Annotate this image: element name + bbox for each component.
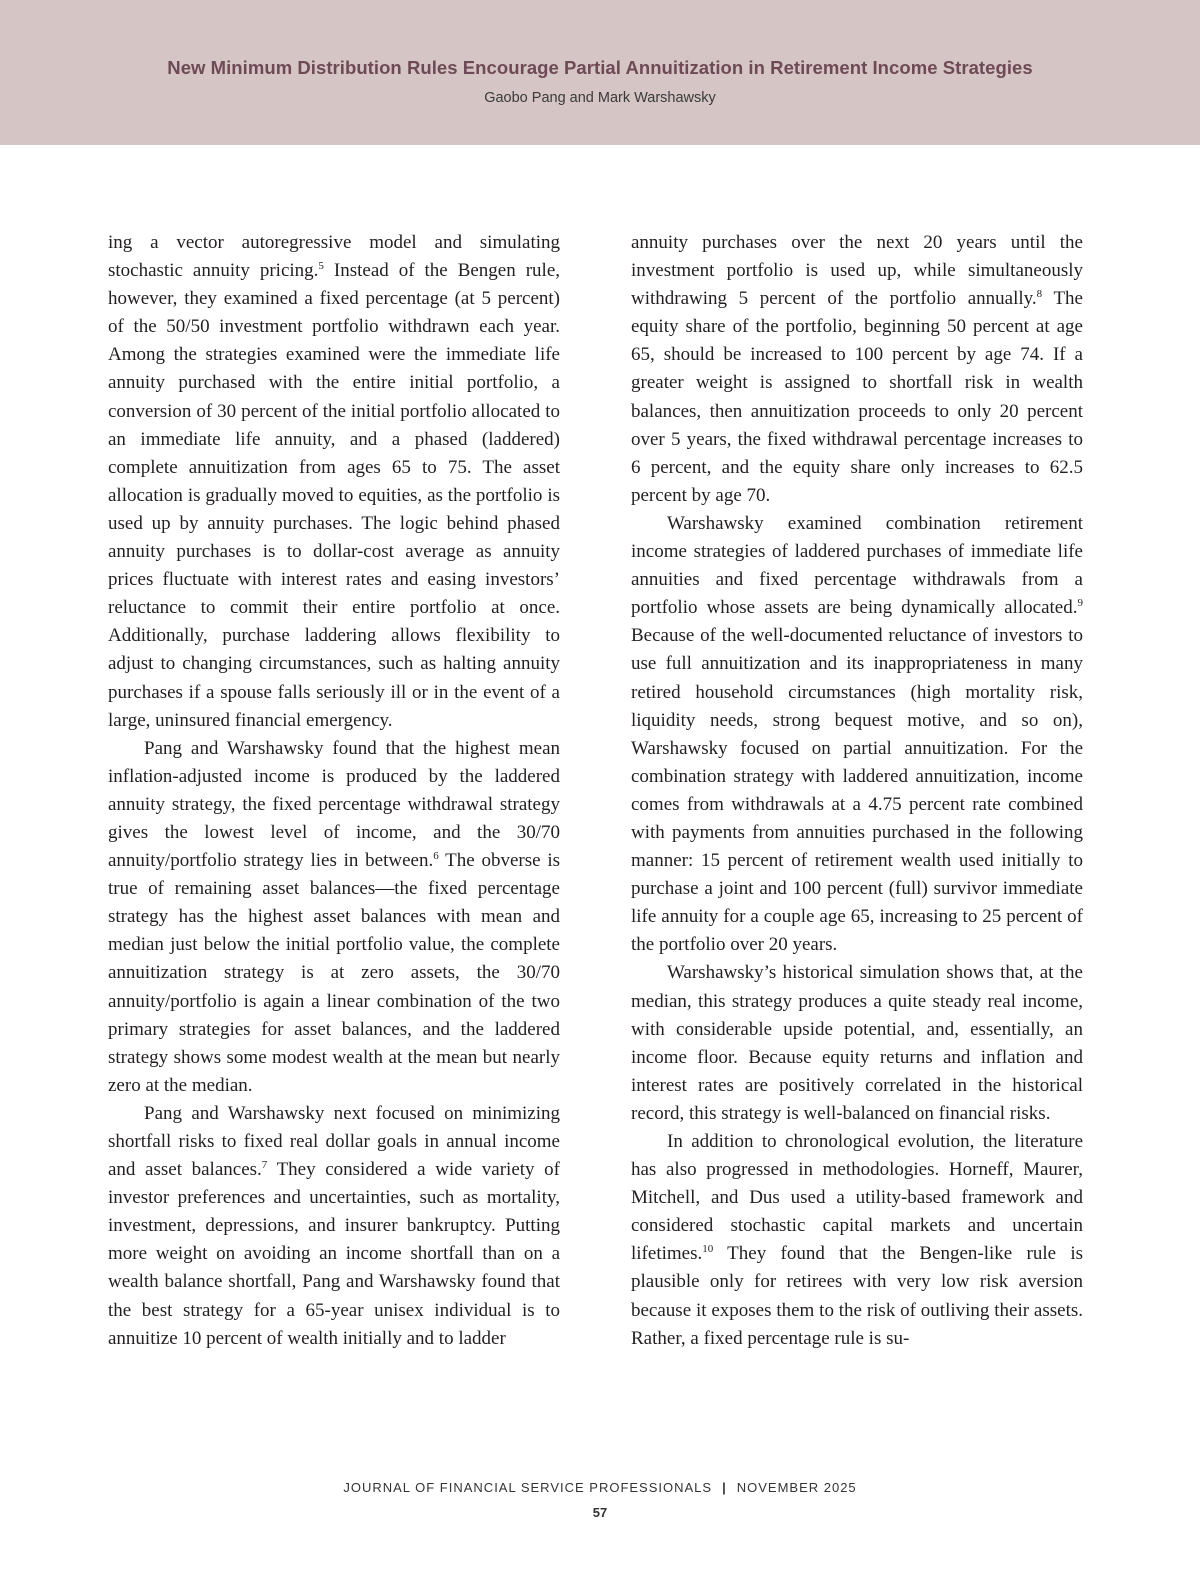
journal-name: JOURNAL OF FINANCIAL SERVICE PROFESSIONALS: [343, 1480, 713, 1495]
paragraph-text: Warshawsky’s historical simulation shows that, at the median, this strategy produces a quite steady real income, with considerable upside potential, and, essentially, an income floor. Because equity returns and inflation and interest rates are positively correlated in the historical record, this strategy is well-balanced on financial risks.: [631, 962, 1083, 1124]
paragraph-text: ing a vector autoregressive model and simulating stochastic annuity pricing.: [108, 232, 560, 282]
footnote-ref[interactable]: 5: [318, 260, 324, 273]
footnote-ref[interactable]: 9: [1077, 597, 1083, 610]
paragraph: [108, 1100, 560, 1353]
footnote-ref[interactable]: 10: [702, 1243, 714, 1256]
issue-date: NOVEMBER 2025: [736, 1480, 857, 1495]
paragraph-text: Warshawsky examined combination retirement income strategies of laddered purchases of immediate life annuities and fixed percentage withdrawals from a portfolio whose assets are being dynamically allocated.: [631, 512, 1083, 619]
paragraph: [108, 229, 560, 735]
paragraph: [631, 510, 1083, 960]
paragraph-text: They found that the Bengen-like rule is plausible only for retirees with very low risk aversion because it exposes them to the risk of outliving their assets. Rather, a fixed percentage rule is su-: [631, 1243, 1083, 1349]
article-title: New Minimum Distribution Rules Encourage Partial Annuitization in Retirement Income Strategies: [167, 57, 1033, 78]
paragraph-text: annuity purchases over the next 20 years until the investment portfolio is used up, while simultaneously withdrawing 5 percent of the portfolio annually.: [631, 232, 1083, 310]
paragraph-text: Pang and Warshawsky found that the highest mean inflation-adjusted income is produced by the laddered annuity strategy, the fixed percentage withdrawal strategy gives the lowest level of income, and the 30/70 annuity/portfolio strategy lies in between.: [108, 737, 560, 872]
left-column: [108, 229, 560, 1353]
paragraph: [631, 1128, 1083, 1353]
footnote-ref[interactable]: 8: [1036, 288, 1043, 301]
paragraph-text: Because of the well-documented reluctance of investors to use full annuitization and its inappropriateness in many retired household circumstances (high mortality risk, liquidity needs, strong bequest motive, and so on), Warshawsky focused on partial annuitization. For the combination strategy with laddered annuitization, income comes from withdrawals at a 4.75 percent rate combined with payments from annuities purchased in the following manner: 15 percent of retirement wealth used initially to purchase a joint and 100 percent (full) survivor immediate life annuity for a couple age 65, increasing to 25 percent of the portfolio over 20 years.: [631, 625, 1083, 956]
paragraph-text: The obverse is true of remaining asset balances—the fixed percentage strategy has the highest asset balances with mean and median just below the initial portfolio value, the complete annuitization strategy is at zero assets, the 30/70 annuity/portfolio is again a linear combination of the two primary strategies for asset balances, and the laddered strategy shows some modest wealth at the mean but nearly zero at the median.: [108, 850, 560, 1096]
paragraph-text: Pang and Warshawsky next focused on minimizing shortfall risks to fixed real dollar goals in annual income and asset balances.: [108, 1102, 560, 1181]
article-authors: Gaobo Pang and Mark Warshawsky: [484, 90, 716, 106]
footer-separator: |: [722, 1480, 727, 1495]
running-header: [0, 0, 1200, 145]
paragraph-text: Instead of the Bengen rule, however, they examined a fixed percentage (at 5 percent) of the 50/50 investment portfolio withdrawn each year. Among the strategies examined were the immediate life annuity purchased with the entire initial portfolio, a conversion of 30 percent of the initial portfolio allocated to an immediate life annuity, and a phased (laddered) complete annuitization from ages 65 to 75. The asset allocation is gradually moved to equities, as the portfolio is used up by annuity purchases. The logic behind phased annuity purchases is to dollar-cost average as annuity prices fluctuate with interest rates and easing investors’ reluctance to commit their entire portfolio at once. Additionally, purchase laddering allows flexibility to adjust to changing circumstances, such as halting annuity purchases if a spouse falls seriously ill or in the event of a large, uninsured financial emergency.: [108, 260, 560, 731]
page-number: 57: [592, 1505, 608, 1520]
footnote-ref[interactable]: 6: [433, 850, 439, 863]
paragraph-text: The equity share of the portfolio, beginning 50 percent at age 65, should be increased to 100 percent by age 74. If a greater weight is assigned to shortfall risk in wealth balances, then annuitization proceeds to only 20 percent over 5 years, the fixed withdrawal percentage increases to 6 percent, and the equity share only increases to 62.5 percent by age 70.: [631, 288, 1083, 506]
paragraph-text: In addition to chronological evolution, the literature has also progressed in methodologies. Horneff, Maurer, Mitchell, and Dus used a utility-based framework and considered stochastic capital markets and uncertain lifetimes.: [631, 1131, 1083, 1265]
paragraph-text: They considered a wide variety of investor preferences and uncertainties, such as mortality, investment, depressions, and insurer bankruptcy. Putting more weight on avoiding an income shortfall than on a wealth balance shortfall, Pang and Warshawsky found that the best strategy for a 65-year unisex individual is to annuitize 10 percent of wealth initially and to ladder: [108, 1159, 560, 1349]
paragraph: [631, 959, 1083, 1128]
footer-journal-line: [0, 1480, 1200, 1495]
paragraph: [108, 735, 560, 1100]
footnote-ref[interactable]: 7: [261, 1159, 268, 1172]
right-column: [631, 229, 1083, 1353]
paragraph: [631, 229, 1083, 510]
